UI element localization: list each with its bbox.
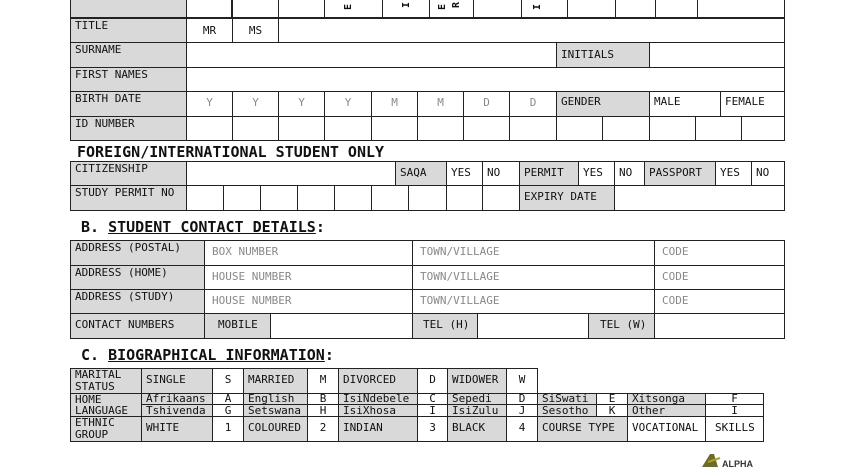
study-permit-digit[interactable] — [334, 185, 372, 211]
first-names-field[interactable] — [186, 67, 785, 92]
top-label-cell — [70, 0, 187, 18]
language-code-english[interactable]: B — [307, 393, 339, 405]
town-village-field[interactable]: TOWN/VILLAGE — [412, 240, 655, 266]
id-digit-cell[interactable] — [556, 116, 603, 141]
widower-label: WIDOWER — [447, 368, 507, 394]
ethnic-black-label: BLACK — [447, 416, 507, 442]
marital-status-line2: STATUS — [75, 380, 115, 393]
language-code-sepedi[interactable]: D — [506, 393, 538, 405]
bio-heading-prefix: C. — [81, 346, 100, 364]
language-code-isizulu[interactable]: J — [506, 404, 538, 417]
marital-status-line1: MARITAL — [75, 368, 122, 381]
course-skills-option[interactable]: SKILLS — [705, 416, 764, 442]
address-home-label: ADDRESS (HOME) — [70, 265, 205, 290]
birth-date-day-digit[interactable]: D — [509, 91, 557, 117]
single-label: SINGLE — [141, 368, 213, 394]
course-type-label: COURSE TYPE — [537, 416, 628, 442]
permit-label: PERMIT — [519, 161, 579, 186]
language-code-setswana[interactable]: H — [307, 404, 339, 417]
saqa-label: SAQA — [395, 161, 447, 186]
surname-label: SURNAME — [70, 42, 187, 68]
top-rotated-label: I — [401, 1, 412, 8]
study-permit-digit[interactable] — [371, 185, 409, 211]
language-code-tshivenda[interactable]: G — [212, 404, 244, 417]
home-language-line2: LANGUAGE — [75, 404, 128, 417]
language-code-isixhosa[interactable]: I — [417, 404, 448, 417]
top-cell[interactable] — [567, 0, 616, 18]
language-label-isindebele: IsiNdebele — [338, 393, 418, 405]
study-permit-digit[interactable] — [186, 185, 224, 211]
language-code-isindebele[interactable]: C — [417, 393, 448, 405]
study-permit-digit[interactable] — [408, 185, 447, 211]
ethnic-white-code[interactable]: 1 — [212, 416, 244, 442]
widower-code[interactable]: W — [506, 368, 538, 394]
top-cell[interactable] — [186, 0, 232, 18]
language-label-other: Other — [627, 404, 706, 417]
title-label: TITLE — [70, 18, 187, 43]
language-label-afrikaans: Afrikaans — [141, 393, 213, 405]
passport-yes-option[interactable]: YES — [715, 161, 752, 186]
town-village-field[interactable]: TOWN/VILLAGE — [412, 265, 655, 290]
id-number-label: ID NUMBER — [70, 116, 187, 141]
id-digit-cell[interactable] — [324, 116, 372, 141]
initials-field[interactable] — [649, 42, 785, 68]
citizenship-label: CITIZENSHIP — [70, 161, 187, 186]
passport-no-option[interactable]: NO — [751, 161, 785, 186]
ethnic-group-label — [70, 416, 142, 442]
marital-status-label — [70, 368, 142, 394]
box-number-field[interactable]: BOX NUMBER — [204, 240, 413, 266]
gender-label: GENDER — [556, 91, 650, 117]
id-digit-cell[interactable] — [649, 116, 696, 141]
language-label-sesotho: Sesotho — [537, 404, 597, 417]
bio-section-heading — [81, 346, 334, 364]
gender-female-option[interactable]: FEMALE — [720, 91, 785, 117]
single-code[interactable]: S — [212, 368, 244, 394]
bio-heading-text: BIOGRAPHICAL INFORMATION — [108, 346, 325, 364]
permit-yes-option[interactable]: YES — [578, 161, 615, 186]
study-permit-label: STUDY PERMIT NO — [70, 185, 187, 211]
ethnic-coloured-code[interactable]: 2 — [307, 416, 339, 442]
birth-date-year-digit[interactable]: Y — [324, 91, 372, 117]
house-number-field[interactable]: HOUSE NUMBER — [204, 289, 413, 314]
permit-no-option[interactable]: NO — [614, 161, 645, 186]
contact-heading-colon: : — [315, 218, 325, 236]
birth-date-month-digit[interactable]: M — [417, 91, 464, 117]
birth-date-year-digit[interactable]: Y — [278, 91, 325, 117]
birth-date-label: BIRTH DATE — [70, 91, 187, 117]
language-code-other[interactable]: I — [705, 404, 764, 417]
saqa-no-option[interactable]: NO — [482, 161, 520, 186]
language-label-english: English — [243, 393, 308, 405]
course-vocational-option[interactable]: VOCATIONAL — [627, 416, 706, 442]
tel-home-field[interactable] — [477, 313, 589, 339]
study-permit-digit[interactable] — [482, 185, 520, 211]
contact-section-heading — [81, 218, 325, 236]
ethnic-group-line2: GROUP — [75, 428, 109, 441]
gender-male-option[interactable]: MALE — [649, 91, 721, 117]
title-field[interactable] — [278, 18, 785, 43]
tel-work-label: TEL (W) — [588, 313, 655, 339]
title-ms-option[interactable]: MS — [232, 18, 279, 43]
birth-date-year-digit[interactable]: Y — [232, 91, 279, 117]
town-village-field[interactable]: TOWN/VILLAGE — [412, 289, 655, 314]
code-field[interactable]: CODE — [654, 289, 785, 314]
study-permit-digit[interactable] — [260, 185, 298, 211]
top-cell[interactable] — [655, 0, 698, 18]
first-names-label: FIRST NAMES — [70, 67, 187, 92]
address-study-label: ADDRESS (STUDY) — [70, 289, 205, 314]
top-rotated-label: R — [451, 1, 462, 8]
top-rotated-label: E — [343, 3, 354, 10]
id-digit-cell[interactable] — [278, 116, 325, 141]
study-permit-digit[interactable] — [223, 185, 261, 211]
id-digit-cell[interactable] — [417, 116, 464, 141]
home-language-label — [70, 393, 142, 417]
id-digit-cell[interactable] — [509, 116, 557, 141]
mobile-field[interactable] — [270, 313, 413, 339]
ethnic-indian-code[interactable]: 3 — [417, 416, 448, 442]
alpha-logo — [700, 452, 760, 467]
married-label: MARRIED — [243, 368, 308, 394]
language-code-sesotho[interactable]: K — [596, 404, 628, 417]
code-field[interactable]: CODE — [654, 240, 785, 266]
language-label-siswati: SiSwati — [537, 393, 597, 405]
top-cell[interactable] — [521, 0, 568, 18]
birth-date-month-digit[interactable]: M — [371, 91, 418, 117]
logo-text: ALPHA — [722, 459, 753, 467]
divorced-code[interactable]: D — [417, 368, 448, 394]
mobile-label: MOBILE — [204, 313, 271, 339]
top-cell[interactable] — [473, 0, 522, 18]
foreign-section-heading: FOREIGN/INTERNATIONAL STUDENT ONLY — [77, 143, 385, 161]
top-cell[interactable] — [615, 0, 656, 18]
saqa-yes-option[interactable]: YES — [446, 161, 483, 186]
ethnic-group-line1: ETHNIC — [75, 416, 115, 429]
divorced-label: DIVORCED — [338, 368, 418, 394]
language-label-xitsonga: Xitsonga — [627, 393, 706, 405]
id-digit-cell[interactable] — [232, 116, 279, 141]
ethnic-black-code[interactable]: 4 — [506, 416, 538, 442]
contact-numbers-label: CONTACT NUMBERS — [70, 313, 205, 339]
birth-date-year-digit[interactable]: Y — [186, 91, 233, 117]
citizenship-field[interactable] — [186, 161, 396, 186]
id-digit-cell[interactable] — [695, 116, 742, 141]
id-digit-cell[interactable] — [602, 116, 650, 141]
top-cell[interactable] — [278, 0, 325, 18]
top-rotated-label: I — [532, 3, 543, 10]
language-label-isizulu: IsiZulu — [447, 404, 507, 417]
ethnic-white-label: WHITE — [141, 416, 213, 442]
id-digit-cell[interactable] — [741, 116, 785, 141]
study-permit-digit[interactable] — [297, 185, 335, 211]
tel-home-label: TEL (H) — [412, 313, 478, 339]
initials-label: INITIALS — [556, 42, 650, 68]
language-label-setswana: Setswana — [243, 404, 308, 417]
expiry-date-field[interactable] — [614, 185, 785, 211]
ethnic-coloured-label: COLOURED — [243, 416, 308, 442]
bio-heading-colon: : — [324, 346, 334, 364]
language-label-isixhosa: IsiXhosa — [338, 404, 418, 417]
expiry-date-label: EXPIRY DATE — [519, 185, 615, 211]
study-permit-digit[interactable] — [446, 185, 483, 211]
id-digit-cell[interactable] — [463, 116, 510, 141]
surname-field[interactable] — [186, 42, 557, 68]
id-digit-cell[interactable] — [371, 116, 418, 141]
code-field[interactable]: CODE — [654, 265, 785, 290]
home-language-line1: HOME — [75, 393, 102, 406]
address-postal-label: ADDRESS (POSTAL) — [70, 240, 205, 266]
top-rotated-label: E — [437, 3, 448, 10]
language-code-afrikaans[interactable]: A — [212, 393, 244, 405]
house-number-field[interactable]: HOUSE NUMBER — [204, 265, 413, 290]
married-code[interactable]: M — [307, 368, 339, 394]
birth-date-day-digit[interactable]: D — [463, 91, 510, 117]
title-mr-option[interactable]: MR — [186, 18, 233, 43]
passport-label: PASSPORT — [644, 161, 716, 186]
language-code-xitsonga[interactable]: F — [705, 393, 764, 405]
id-digit-cell[interactable] — [186, 116, 233, 141]
language-label-sepedi: Sepedi — [447, 393, 507, 405]
contact-heading-text: STUDENT CONTACT DETAILS — [108, 218, 316, 236]
top-cell[interactable] — [697, 0, 785, 18]
contact-heading-prefix: B. — [81, 218, 100, 236]
ethnic-indian-label: INDIAN — [338, 416, 418, 442]
language-label-tshivenda: Tshivenda — [141, 404, 213, 417]
tel-work-field[interactable] — [654, 313, 785, 339]
top-cell[interactable] — [232, 0, 279, 18]
language-code-siswati[interactable]: E — [596, 393, 628, 405]
